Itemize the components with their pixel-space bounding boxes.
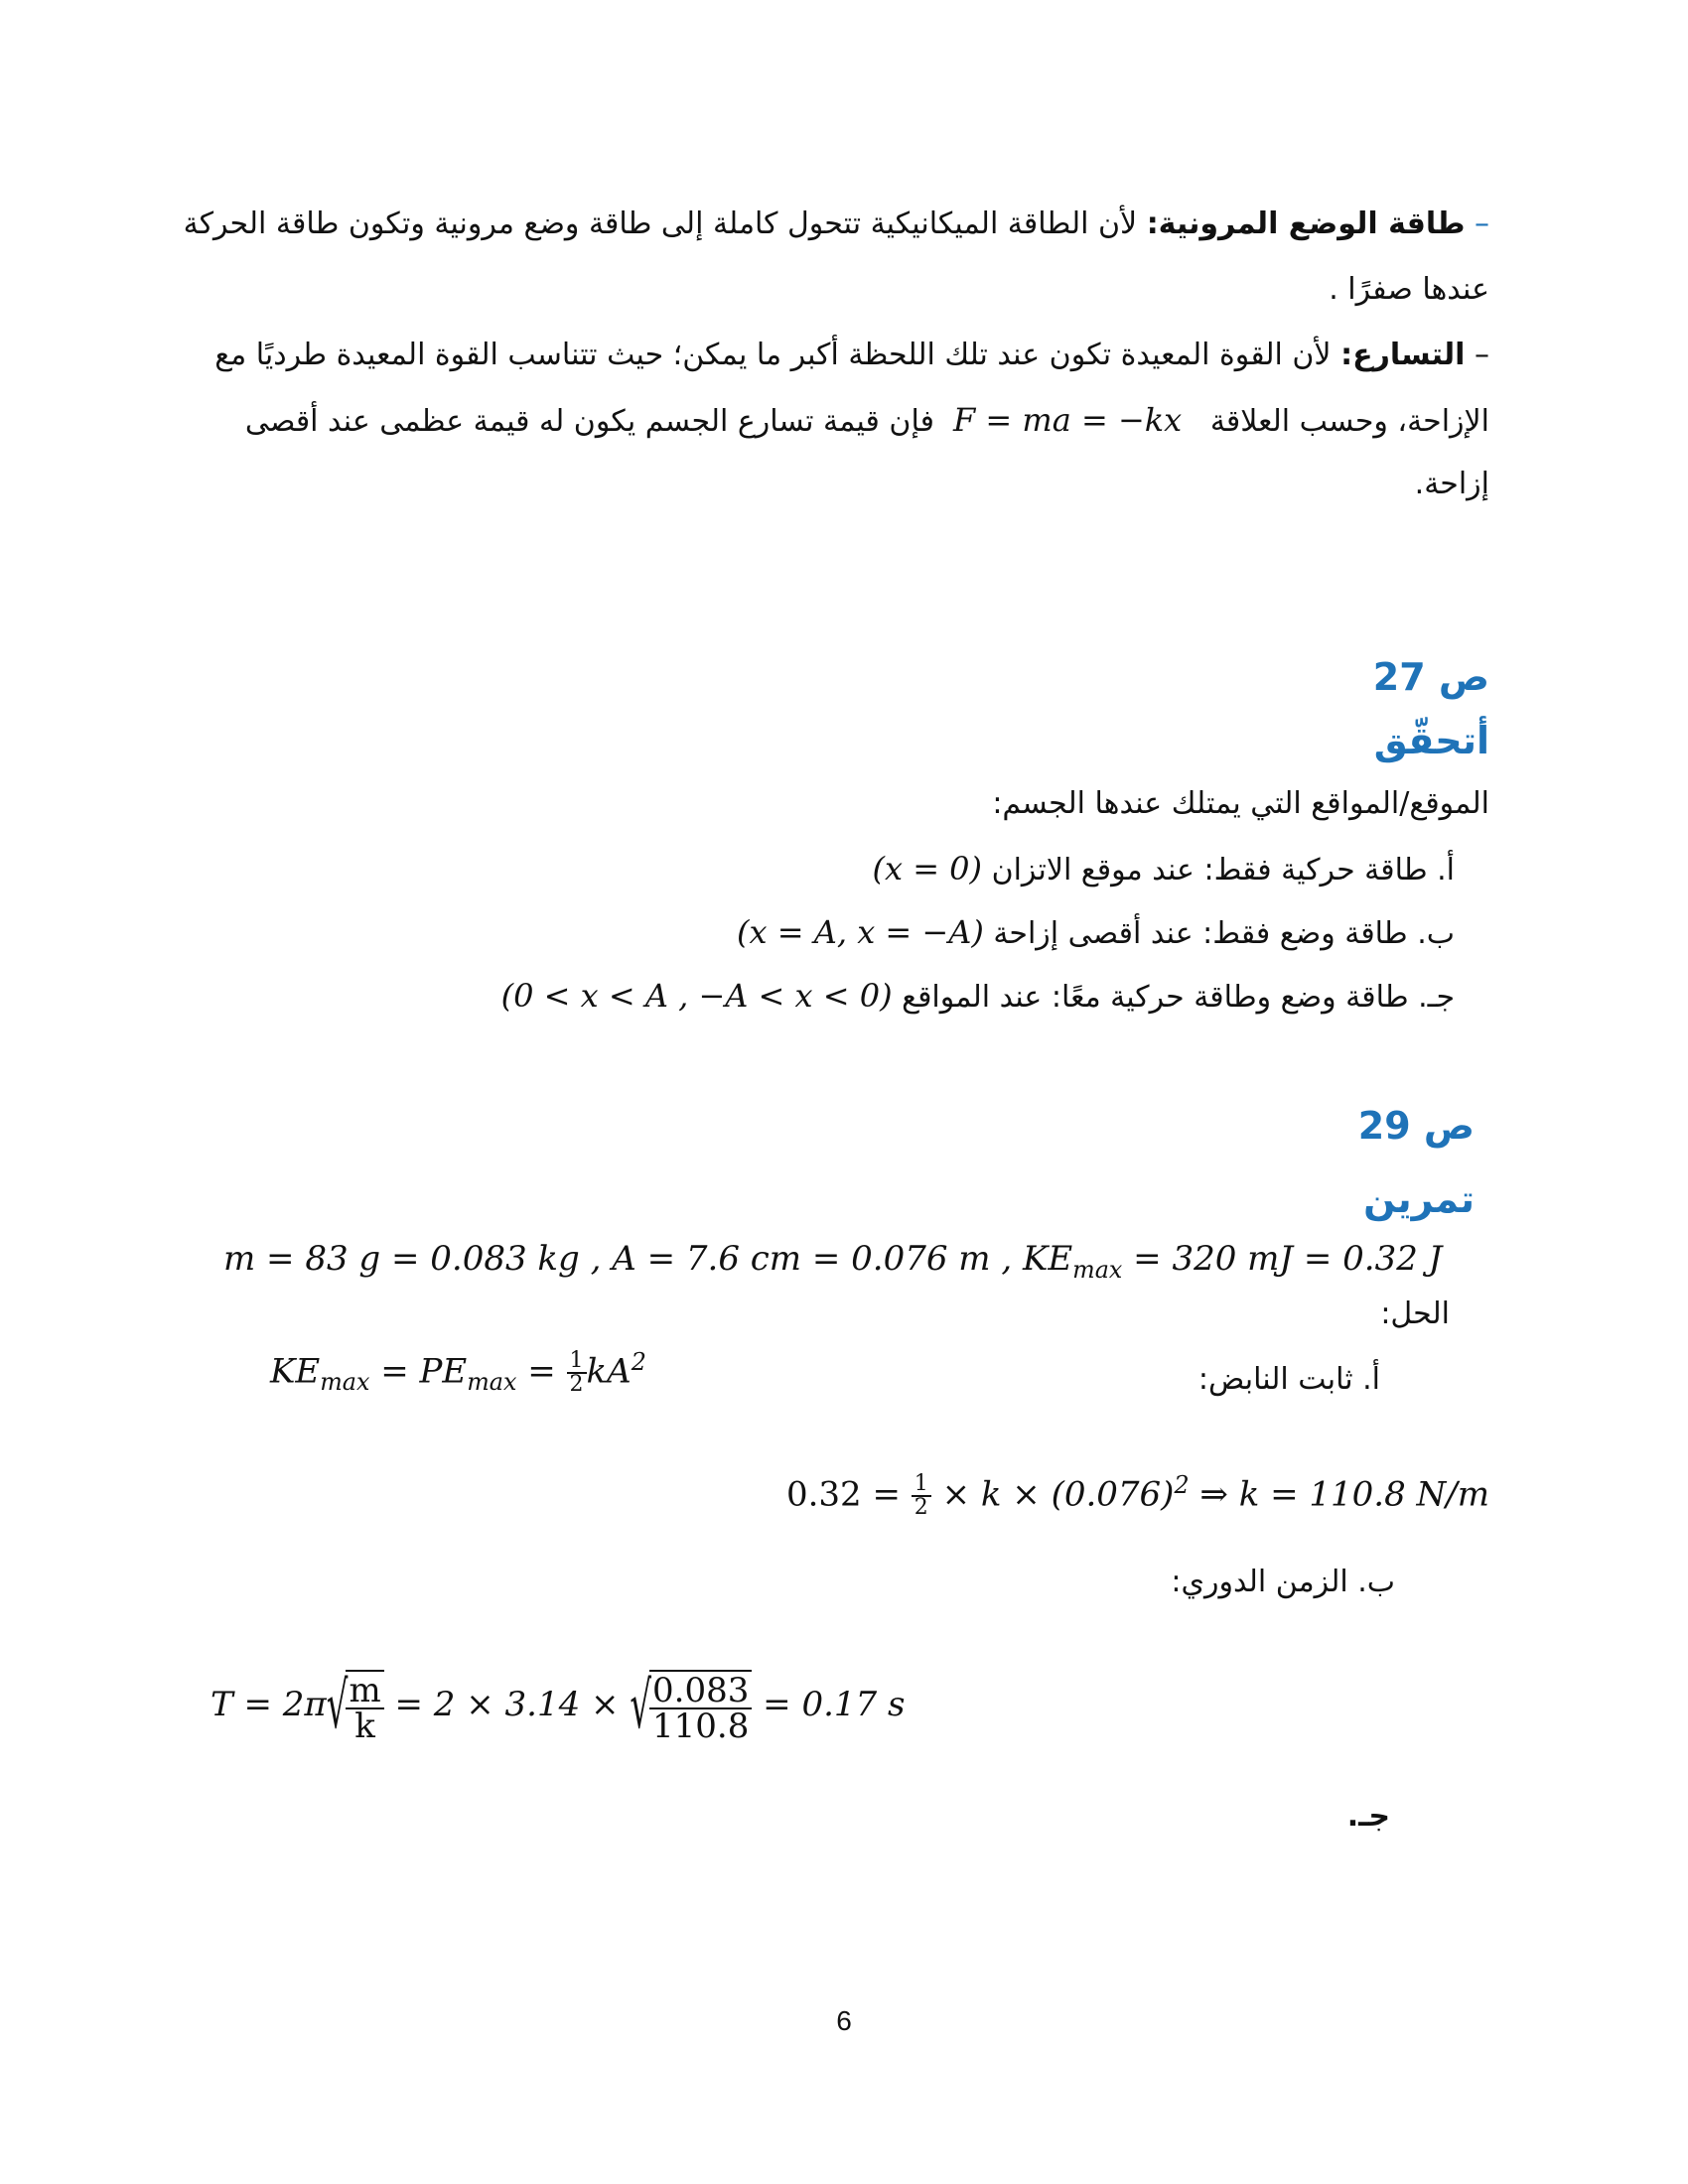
intro-line-4 [179,401,1489,439]
energy-equation [270,1348,646,1396]
eq2-sup: 2 [1174,1471,1190,1499]
intro-line-4-text: الإزاحة، وحسب العلاقة [1209,404,1489,439]
answer-a-formula: (x = 0) [872,850,983,887]
eq1-equals: = [516,1351,567,1392]
exercise-heading: تمرين [1363,1177,1475,1221]
radical-sign: √ [326,1669,349,1744]
page-27-heading: ص 27 [1372,655,1489,699]
answer-b [737,913,1455,951]
eq3-fraction-2 [649,1671,752,1746]
radical-sign: √ [630,1669,652,1744]
part-a-label: أ. ثابت النابض: [1197,1362,1380,1397]
eq3-frac2-den: 110.8 [652,1706,750,1746]
eq1-tail: kA [586,1351,632,1392]
dash: – [1475,206,1489,241]
eq3-left: T = 2π [211,1685,327,1724]
part-b-label: ب. الزمن الدوري: [1171,1565,1395,1599]
part-c-label: جـ. [1346,1799,1390,1834]
eq2-fraction [912,1473,931,1519]
radicand-2 [649,1670,752,1746]
answer-c [501,977,1455,1015]
eq2-left: 0.32 = [785,1474,912,1515]
eq2-frac-num: 1 [912,1473,931,1497]
sqrt-m-over-k [326,1669,384,1746]
radicand-1 [346,1670,383,1746]
answer-b-text: ب. طاقة وضع فقط: عند أقصى إزاحة [993,916,1455,951]
intro-line-1-text: لأن الطاقة الميكانيكية تتحول كاملة إلى طاقة وضع مرونية وتكون طاقة الحركة [183,206,1147,241]
intro-line-5: إزاحة. [1414,467,1489,501]
given-values-sub: max [1072,1255,1123,1284]
eq1-sup: 2 [631,1348,646,1376]
eq2-mid: × k × (0.076) [930,1474,1175,1515]
intro-line-2: عندها صفرًا . [1329,272,1489,307]
term-acceleration: التسارع: [1340,338,1466,372]
check-heading: أتحقّق [1373,719,1489,762]
answer-a-text: أ. طاقة حركية فقط: عند موقع الاتزان [991,853,1455,887]
eq3-frac1-num: m [346,1674,383,1709]
check-question: الموقع/المواقع التي يمتلك عندها الجسم: [992,786,1489,821]
given-values-main: m = 83 g = 0.083 kg , A = 7.6 cm = 0.076 m , KE [223,1239,1073,1279]
intro-line-3-text: لأن القوة المعيدة تكون عند تلك اللحظة أكبر ما يمكن؛ حيث تتناسب القوة المعيدة طرديًا مع [214,338,1341,372]
answer-a [872,850,1455,887]
page-number: 6 [836,2005,852,2036]
eq1-pe: = PE [369,1351,468,1392]
eq1-sub2: max [467,1368,517,1397]
eq1-fraction [567,1350,587,1396]
spring-constant-equation [786,1471,1489,1519]
solution-label: الحل: [1380,1297,1450,1331]
intro-line-1 [179,206,1489,241]
term-elastic-pe: طاقة الوضع المرونية: [1146,206,1466,241]
eq3-frac2-num: 0.083 [649,1674,752,1709]
intro-line-4-text2: فإن قيمة تسارع الجسم يكون له قيمة عظمى عند أقصى [244,404,934,439]
eq3-tail: = 0.17 s [752,1685,906,1724]
answer-c-text: جـ. طاقة وضع وطاقة حركية معًا: عند المواقع [902,980,1455,1015]
intro-line-3 [179,338,1489,372]
given-values-tail: = 320 mJ = 0.32 J [1122,1239,1443,1279]
eq1-frac-den: 2 [569,1372,584,1398]
answer-c-formula: (0 < x < A , −A < x < 0) [500,977,893,1015]
answer-b-formula: (x = A, x = −A) [737,913,984,951]
eq1-frac-num: 1 [567,1350,587,1374]
eq2-tail: ⇒ k = 110.8 N/m [1189,1474,1489,1515]
eq1-sub1: max [320,1368,370,1397]
eq1-ke: KE [270,1351,321,1392]
given-values [223,1239,1442,1284]
newton-formula: F = ma = −kx [953,401,1183,439]
eq2-frac-den: 2 [914,1495,928,1521]
eq3-fraction-1 [346,1671,383,1746]
dash: – [1475,338,1489,372]
eq3-mid: = 2 × 3.14 × [383,1685,631,1724]
eq3-frac1-den: k [354,1706,375,1746]
sqrt-values [630,1669,752,1746]
page-29-heading: ص 29 [1357,1104,1475,1148]
period-equation [211,1669,906,1746]
